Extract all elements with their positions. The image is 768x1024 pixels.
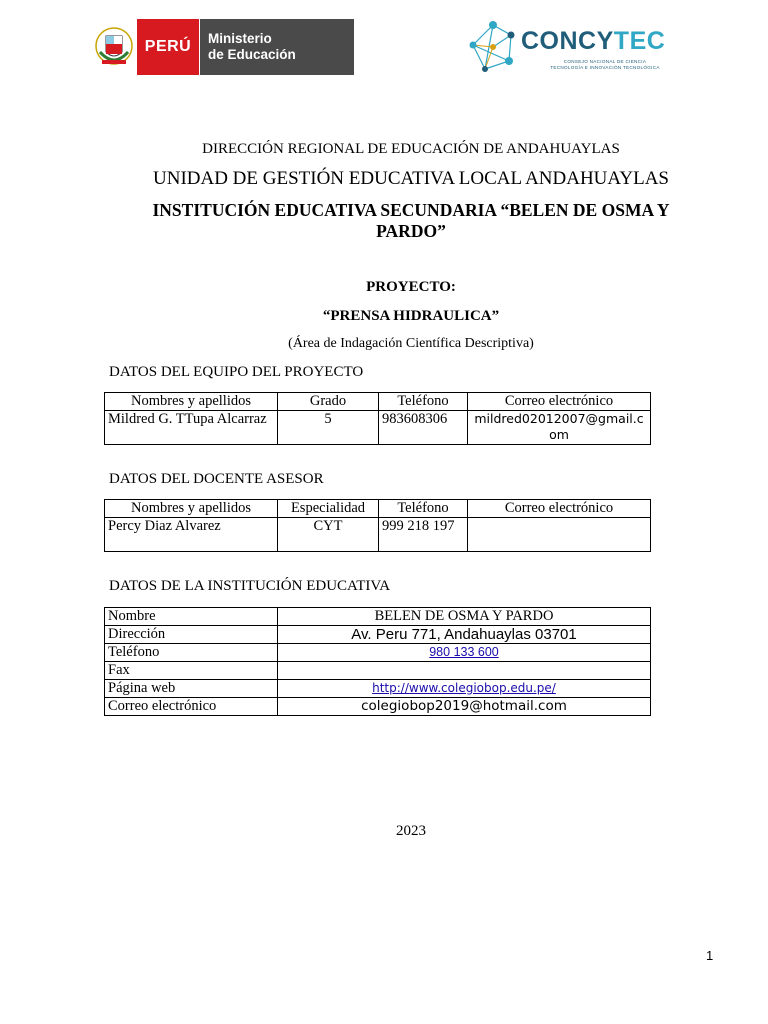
area-subtitle: (Área de Indagación Científica Descriptiva) xyxy=(288,336,534,351)
minedu-logo xyxy=(91,19,354,75)
concytec-name-a: CONCY xyxy=(521,27,614,55)
table-row xyxy=(105,680,651,698)
equipo-table xyxy=(104,392,651,445)
direccion-regional-title: DIRECCIÓN REGIONAL DE EDUCACIÓN DE ANDAHUAYLAS xyxy=(202,141,620,157)
inst-label-correo: Correo electrónico xyxy=(105,698,278,716)
web-link[interactable]: http://www.colegiobop.edu.pe/ xyxy=(372,681,556,695)
page-number: 1 xyxy=(706,948,714,963)
table-header-cell: Grado xyxy=(278,393,379,411)
equipo-telefono: 983608306 xyxy=(379,411,468,445)
inst-value-correo: colegiobop2019@hotmail.com xyxy=(278,698,651,716)
institucion-title: INSTITUCIÓN EDUCATIVA SECUNDARIA “BELEN DE OSMA Y PARDO” xyxy=(152,200,670,241)
table-header-cell: Correo electrónico xyxy=(468,500,651,518)
concytec-name-b: TEC xyxy=(613,27,666,55)
inst-label-direccion: Dirección xyxy=(105,626,278,644)
proyecto-label: PROYECTO: xyxy=(366,279,456,295)
table-header-cell: Nombres y apellidos xyxy=(105,393,278,411)
institucion-heading: DATOS DE LA INSTITUCIÓN EDUCATIVA xyxy=(109,578,391,594)
docente-table xyxy=(104,499,651,552)
inst-label-telefono: Teléfono xyxy=(105,644,278,662)
table-header-cell: Correo electrónico xyxy=(468,393,651,411)
docente-telefono: 999 218 197 xyxy=(379,518,468,552)
table-row xyxy=(105,626,651,644)
concytec-network-icon xyxy=(463,17,523,81)
inst-value-web-cell xyxy=(278,680,651,698)
equipo-grado: 5 xyxy=(278,411,379,445)
document-year: 2023 xyxy=(396,823,426,839)
concytec-subtitle xyxy=(535,59,675,71)
inst-label-nombre: Nombre xyxy=(105,608,278,626)
concytec-subtitle-2: TECNOLOGÍA E INNOVACIÓN TECNOLÓGICA xyxy=(550,65,660,70)
table-header-cell: Nombres y apellidos xyxy=(105,500,278,518)
telefono-link[interactable]: 980 133 600 xyxy=(429,645,499,659)
ministerio-line1: Ministerio xyxy=(208,31,272,46)
table-header-cell: Teléfono xyxy=(379,393,468,411)
institucion-table xyxy=(104,607,651,716)
peru-label: PERÚ xyxy=(137,19,199,75)
inst-value-direccion: Av. Peru 771, Andahuaylas 03701 xyxy=(278,626,651,644)
table-row xyxy=(105,518,651,552)
inst-label-web: Página web xyxy=(105,680,278,698)
table-row xyxy=(105,698,651,716)
table-header-row xyxy=(105,500,651,518)
concytec-logo xyxy=(463,17,685,81)
ministerio-line2: de Educación xyxy=(208,47,296,62)
inst-value-fax xyxy=(278,662,651,680)
concytec-name xyxy=(521,27,665,56)
peru-coat-of-arms-icon xyxy=(91,19,137,75)
equipo-nombre: Mildred G. TTupa Alcarraz xyxy=(105,411,278,445)
table-row xyxy=(105,644,651,662)
table-row xyxy=(105,608,651,626)
ugel-title: UNIDAD DE GESTIÓN EDUCATIVA LOCAL ANDAHUAYLAS xyxy=(153,168,669,189)
equipo-correo: mildred02012007@gmail.com xyxy=(468,411,651,445)
table-header-row xyxy=(105,393,651,411)
table-row xyxy=(105,662,651,680)
table-row xyxy=(105,411,651,445)
docente-correo xyxy=(468,518,651,552)
proyecto-name: “PRENSA HIDRAULICA” xyxy=(322,308,500,324)
docente-especialidad: CYT xyxy=(278,518,379,552)
table-header-cell: Especialidad xyxy=(278,500,379,518)
docente-nombre: Percy Diaz Alvarez xyxy=(105,518,278,552)
concytec-subtitle-1: CONSEJO NACIONAL DE CIENCIA xyxy=(563,59,647,64)
table-header-cell: Teléfono xyxy=(379,500,468,518)
docente-heading: DATOS DEL DOCENTE ASESOR xyxy=(109,471,324,487)
inst-value-telefono-cell xyxy=(278,644,651,662)
inst-label-fax: Fax xyxy=(105,662,278,680)
ministerio-label xyxy=(199,19,354,75)
inst-value-nombre: BELEN DE OSMA Y PARDO xyxy=(278,608,651,626)
equipo-heading: DATOS DEL EQUIPO DEL PROYECTO xyxy=(109,364,364,380)
